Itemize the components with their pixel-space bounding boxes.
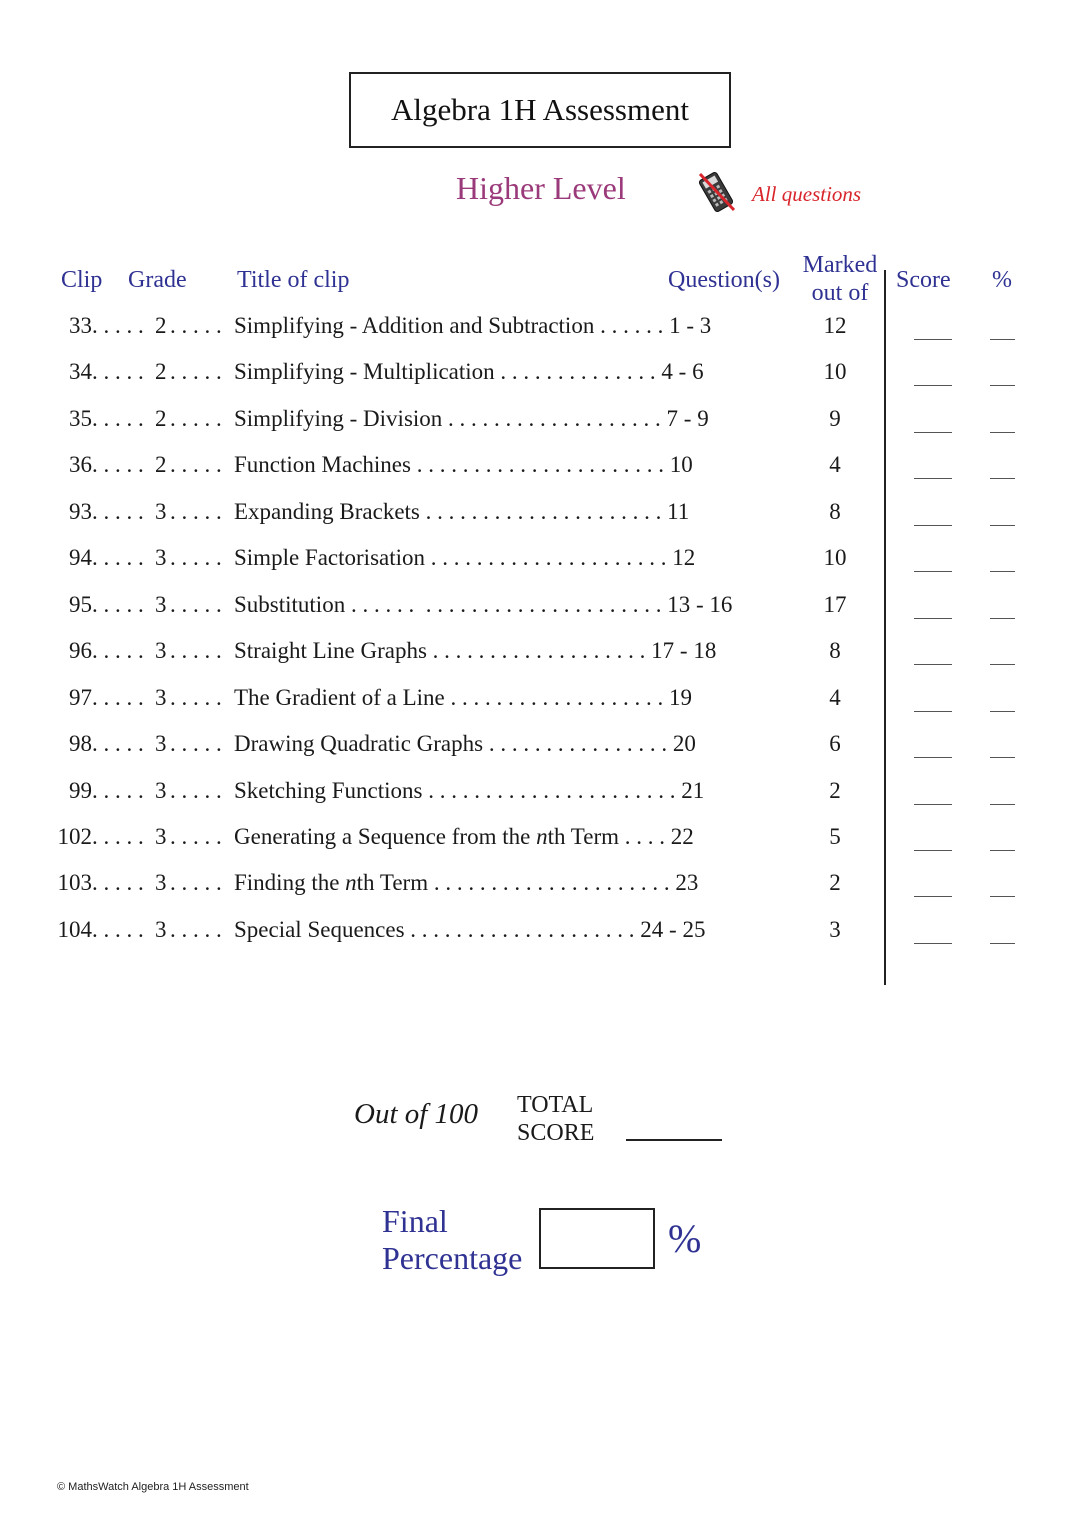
clip-title: The Gradient of a Line . . . . . . . . . . . . . . . . . . . 19	[234, 685, 692, 710]
grade-value: 2	[155, 452, 167, 477]
questions-value: 20	[672, 731, 696, 756]
clip-number: 99	[69, 778, 92, 803]
clip-number: 98	[69, 731, 92, 756]
clip-number: 103	[57, 870, 92, 895]
grade-value: 3	[155, 870, 167, 895]
total-line1: TOTAL	[517, 1092, 594, 1118]
score-blank[interactable]	[914, 525, 952, 526]
clip-number: 94	[69, 545, 92, 570]
dot-leader: . . . . .	[170, 545, 222, 570]
dot-leader: . . . . .	[92, 778, 144, 803]
dot-leader: . . . . .	[170, 731, 222, 756]
clip-number: 33	[69, 313, 92, 338]
clip-title: Expanding Brackets . . . . . . . . . . . . . . . . . . . . . 11	[234, 499, 690, 524]
dot-leader: . . . . .	[170, 824, 222, 849]
out-of-label: Out of 100	[354, 1098, 479, 1130]
dot-leader: . . . . .	[170, 685, 222, 710]
clip-title-italic: n	[345, 870, 357, 895]
final-line2: Percentage	[382, 1240, 523, 1276]
grade-value: 3	[155, 917, 167, 942]
questions-value: 11	[667, 499, 690, 524]
questions-value: 19	[669, 685, 692, 710]
marked-out-of-value: 3	[829, 917, 841, 942]
grade-value: 3	[155, 638, 167, 663]
marked-out-of-value: 8	[829, 638, 841, 663]
grade-value: 3	[155, 592, 167, 617]
questions-value: 7 - 9	[666, 406, 709, 431]
grade-value: 3	[155, 824, 167, 849]
clip-title: Special Sequences . . . . . . . . . . . . . . . . . . . . 24 - 25	[234, 917, 706, 942]
clip-title: Simplifying - Division . . . . . . . . . . . . . . . . . . . 7 - 9	[234, 406, 709, 431]
dot-leader: . . . . .	[92, 313, 144, 338]
clip-title-text: Generating a Sequence from the	[234, 824, 537, 849]
score-blank[interactable]	[914, 943, 952, 944]
dot-leader: . . . . .	[170, 917, 222, 942]
dot-leader: . . . . .	[170, 592, 222, 617]
clip-title-text: th Term . . . .	[547, 824, 671, 849]
clip-number: 34	[69, 359, 92, 384]
score-blank[interactable]	[914, 618, 952, 619]
calculator-note: All questions	[752, 182, 862, 206]
percent-blank[interactable]	[990, 664, 1015, 665]
header-title: Title of clip	[237, 267, 350, 293]
marked-out-of-value: 10	[823, 545, 847, 570]
dot-leader: . . . . .	[170, 499, 222, 524]
clip-title-text: Finding the	[234, 870, 346, 895]
score-blank[interactable]	[914, 664, 952, 665]
marked-out-of-value: 4	[829, 452, 841, 477]
questions-value: 22	[670, 824, 694, 849]
percent-blank[interactable]	[990, 757, 1015, 758]
clip-number: 104	[57, 917, 92, 942]
score-blank[interactable]	[914, 339, 952, 340]
dot-leader: . . . . .	[92, 638, 144, 663]
grade-value: 3	[155, 499, 167, 524]
percent-blank[interactable]	[990, 385, 1015, 386]
header-score: Score	[896, 267, 951, 293]
clip-title: Straight Line Graphs . . . . . . . . . . . . . . . . . . . 17 - 18	[234, 638, 717, 663]
dot-leader: . . . . .	[92, 406, 144, 431]
score-blank[interactable]	[914, 850, 952, 851]
clip-number: 102	[57, 824, 92, 849]
clip-number: 95	[69, 592, 92, 617]
no-calculator-icon	[694, 170, 738, 214]
clip-title: Function Machines . . . . . . . . . . . . . . . . . . . . . . 10	[234, 452, 693, 477]
dot-leader: . . . . .	[170, 313, 222, 338]
score-blank[interactable]	[914, 571, 952, 572]
percent-blank[interactable]	[990, 711, 1015, 712]
total-score-label	[517, 1091, 594, 1147]
dot-leader: . . . . .	[92, 359, 144, 384]
marked-out-of-value: 10	[823, 359, 847, 384]
total-score-blank[interactable]	[626, 1139, 722, 1141]
score-divider	[884, 270, 886, 985]
dot-leader: . . . . .	[170, 870, 222, 895]
clip-number: 96	[69, 638, 92, 663]
marked-out-of-value: 17	[823, 592, 847, 617]
clip-title	[234, 870, 698, 896]
total-line2: SCORE	[517, 1120, 595, 1146]
questions-value: 24 - 25	[640, 917, 706, 942]
clip-title: Drawing Quadratic Graphs . . . . . . . . . . . . . . . . 20	[234, 731, 696, 756]
questions-value: 10	[669, 452, 693, 477]
percent-blank[interactable]	[990, 571, 1015, 572]
grade-value: 3	[155, 685, 167, 710]
score-blank[interactable]	[914, 711, 952, 712]
dot-leader: . . . . .	[92, 870, 144, 895]
percent-blank[interactable]	[990, 943, 1015, 944]
header-marked-line1: Marked	[802, 252, 878, 278]
score-blank[interactable]	[914, 896, 952, 897]
clip-title	[234, 824, 694, 850]
dot-leader: . . . . .	[92, 685, 144, 710]
marked-out-of-value: 4	[829, 685, 841, 710]
grade-value: 2	[155, 406, 167, 431]
assessment-title: Algebra 1H Assessment	[349, 72, 731, 148]
clip-number: 35	[69, 406, 92, 431]
dot-leader: . . . . .	[92, 592, 144, 617]
percent-blank[interactable]	[990, 478, 1015, 479]
header-percent: %	[992, 267, 1012, 293]
clip-title: Simplifying - Multiplication . . . . . . . . . . . . . . 4 - 6	[234, 359, 704, 384]
clip-number: 97	[69, 685, 92, 710]
clip-title: Substitution . . . . . . . . . . . . . . . . . . . . . . . . . . . 13 - 16	[234, 592, 733, 617]
clip-number: 36	[69, 452, 92, 477]
dot-leader: . . . . .	[92, 545, 144, 570]
clip-title: Simplifying - Addition and Subtraction . . . . . . 1 - 3	[234, 313, 712, 338]
dot-leader: . . . . .	[170, 638, 222, 663]
marked-out-of-value: 2	[829, 870, 841, 895]
clip-number: 93	[69, 499, 92, 524]
questions-value: 21	[681, 778, 705, 803]
dot-leader: . . . . .	[170, 359, 222, 384]
marked-out-of-value: 5	[829, 824, 841, 849]
header-questions: Question(s)	[668, 267, 780, 293]
questions-value: 12	[672, 545, 696, 570]
questions-value: 13 - 16	[667, 592, 733, 617]
clip-title-italic: n	[536, 824, 548, 849]
score-blank[interactable]	[914, 757, 952, 758]
grade-value: 3	[155, 545, 167, 570]
grade-value: 3	[155, 778, 167, 803]
dot-leader: . . . . .	[92, 452, 144, 477]
dot-leader: . . . . .	[170, 778, 222, 803]
dot-leader: . . . . .	[92, 824, 144, 849]
dot-leader: . . . . .	[170, 406, 222, 431]
final-line1: Final	[382, 1203, 448, 1239]
dot-leader: . . . . .	[92, 917, 144, 942]
dot-leader: . . . . .	[92, 731, 144, 756]
percent-blank[interactable]	[990, 896, 1015, 897]
final-percentage-box[interactable]	[539, 1208, 655, 1269]
questions-value: 1 - 3	[669, 313, 712, 338]
header-marked-out-of	[800, 251, 880, 307]
percent-blank[interactable]	[990, 525, 1015, 526]
header-marked-line2: out of	[811, 280, 869, 306]
grade-value: 2	[155, 313, 167, 338]
score-blank[interactable]	[914, 478, 952, 479]
header-clip: Clip	[61, 267, 103, 293]
footer-copyright: © MathsWatch Algebra 1H Assessment	[57, 1481, 249, 1493]
grade-value: 3	[155, 731, 167, 756]
dot-leader: . . . . .	[92, 499, 144, 524]
percent-blank[interactable]	[990, 618, 1015, 619]
marked-out-of-value: 6	[829, 731, 841, 756]
score-blank[interactable]	[914, 432, 952, 433]
dot-leader: . . . . .	[170, 452, 222, 477]
clip-title-text: th Term . . . . . . . . . . . . . . . . . . . . .	[356, 870, 676, 895]
score-blank[interactable]	[914, 385, 952, 386]
score-blank[interactable]	[914, 804, 952, 805]
percent-blank[interactable]	[990, 339, 1015, 340]
marked-out-of-value: 8	[829, 499, 841, 524]
grade-value: 2	[155, 359, 167, 384]
percent-blank[interactable]	[990, 804, 1015, 805]
questions-value: 4 - 6	[661, 359, 704, 384]
marked-out-of-value: 12	[823, 313, 847, 338]
level-label: Higher Level	[456, 170, 626, 206]
marked-out-of-value: 2	[829, 778, 841, 803]
header-grade: Grade	[128, 267, 187, 293]
clip-title: Sketching Functions . . . . . . . . . . . . . . . . . . . . . . 21	[234, 778, 705, 803]
marked-out-of-value: 9	[829, 406, 841, 431]
questions-value: 17 - 18	[651, 638, 717, 663]
percent-sign: %	[668, 1216, 702, 1261]
final-percentage-label	[382, 1203, 522, 1277]
percent-blank[interactable]	[990, 850, 1015, 851]
questions-value: 23	[675, 870, 699, 895]
percent-blank[interactable]	[990, 432, 1015, 433]
clip-title: Simple Factorisation . . . . . . . . . . . . . . . . . . . . . 12	[234, 545, 696, 570]
